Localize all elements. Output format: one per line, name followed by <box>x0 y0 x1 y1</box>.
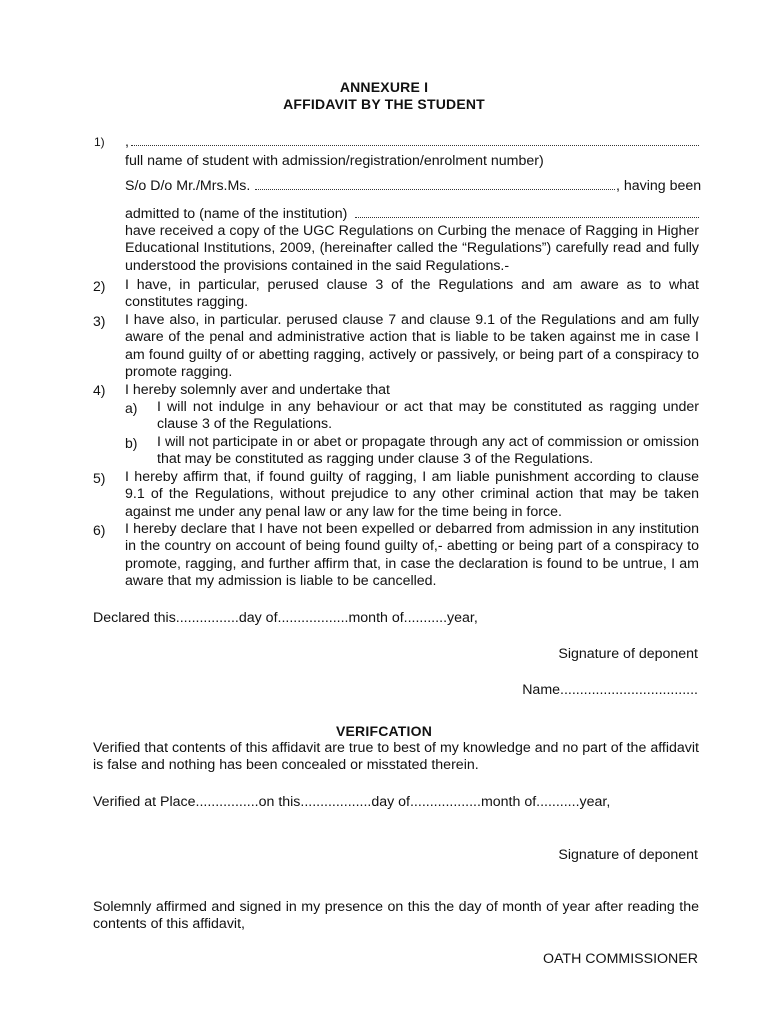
verification-heading: VERIFCATION <box>335 723 433 739</box>
declared-line: Declared this................day of..................month of...........year, <box>93 610 478 626</box>
item-3-number: 3) <box>93 313 106 329</box>
verified-place-line: Verified at Place................on this..................day of..................month of...........year, <box>93 794 611 810</box>
item-1-comma: , <box>125 134 129 150</box>
institution-name-blank <box>355 217 699 218</box>
item-5-text: I hereby affirm that, if found guilty of ragging, I am liable punishment according to clause 9.1 of the Regulations, without prejudice to any other criminal action that may be taken against me under any penal law or any law for the time being in force. <box>125 469 699 520</box>
item-1-number: 1) <box>94 135 105 149</box>
parent-label: S/o D/o Mr./Mrs.Ms. <box>125 178 251 194</box>
verification-text: Verified that contents of this affidavit are true to best of my knowledge and no part of the affidavit is false and nothing has been concealed or misstated therein. <box>93 740 699 774</box>
item-4-number: 4) <box>93 382 106 398</box>
item-4a-label: a) <box>125 400 138 416</box>
parent-name-blank <box>255 189 615 190</box>
item-6-text: I hereby declare that I have not been expelled or debarred from admission in any institution in the country on account of being found guilty of,- abetting or being part of a conspiracy to promote, ragging, and further affirm that, in case the declaration is found to be untrue, I am aware that my admission is liable to be cancelled. <box>125 521 699 590</box>
affidavit-title: AFFIDAVIT BY THE STUDENT <box>283 96 485 112</box>
item-4b-text: I will not participate in or abet or propagate through any act of commission or omission that may be constituted as ragging under clause 3 of the Regulations. <box>157 434 699 468</box>
annexure-heading: ANNEXURE I <box>339 79 429 95</box>
oath-commissioner-label: OATH COMMISSIONER <box>542 951 698 967</box>
item-4-text: I hereby solemnly aver and undertake that <box>125 382 390 398</box>
item-4a-text: I will not indulge in any behaviour or act that may be constituted as ragging under clause 3 of the Regulations. <box>157 399 699 433</box>
signature-deponent-1: Signature of deponent <box>558 646 698 662</box>
deponent-name-line: Name................................... <box>522 682 698 698</box>
item-4b-label: b) <box>125 435 138 451</box>
parent-suffix: , having been <box>616 178 702 194</box>
item-5-number: 5) <box>93 470 106 486</box>
item-2-number: 2) <box>93 278 106 294</box>
student-name-blank <box>131 145 699 146</box>
item-1-body: have received a copy of the UGC Regulations on Curbing the menace of Ragging in Higher Educational Institutions, 2009, (hereinafter called the “Regulations”) carefully read and fully understood the provisions contained in the said Regulations.- <box>125 223 699 274</box>
signature-deponent-2: Signature of deponent <box>558 847 698 863</box>
item-3-text: I have also, in particular. perused clause 7 and clause 9.1 of the Regulations and am fully aware of the penal and administrative action that is liable to be taken against me in case I am found guilty of or abetting ragging, actively or passively, or being part of a conspiracy to promote ragging. <box>125 312 699 381</box>
solemn-affirmation-text: Solemnly affirmed and signed in my presence on this the day of month of year after reading the contents of this affidavit, <box>93 899 699 933</box>
item-2-text: I have, in particular, perused clause 3 of the Regulations and am aware as to what constitutes ragging. <box>125 277 699 311</box>
item-6-number: 6) <box>93 522 106 538</box>
admitted-label: admitted to (name of the institution) <box>125 206 348 222</box>
full-name-label: full name of student with admission/registration/enrolment number) <box>125 153 544 169</box>
